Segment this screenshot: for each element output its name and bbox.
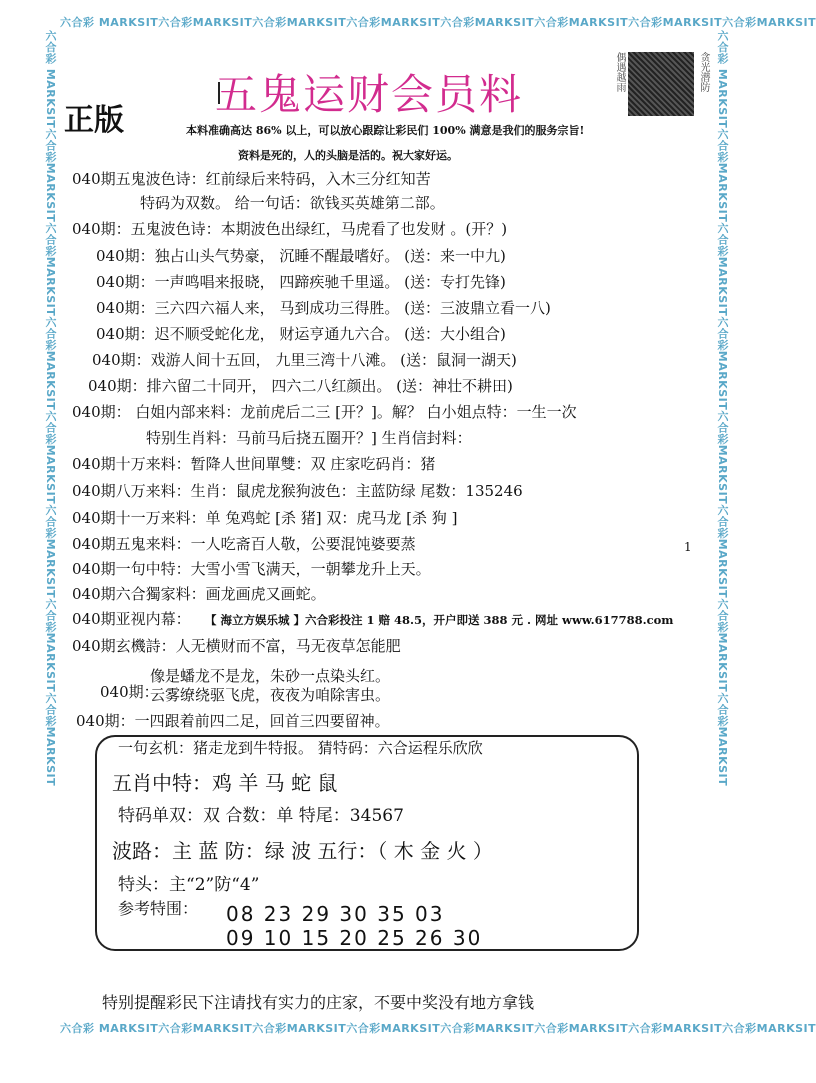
text-line: 040期： 白姐内部来料：龙前虎后二三 [开？]。解？ 白小姐点特：一生一次 (72, 403, 577, 421)
text-line: 040期亚视内幕： (72, 610, 191, 628)
poem-line: 040期：迟不顺受蛇化龙， 财运亨通九六合。 (送：大小组合) (96, 325, 506, 343)
head-number-line: 特头：主“2”防“4” (118, 875, 260, 895)
hint-line: 一句玄机：猪走龙到牛特报。 猜特码：六合运程乐欣欣 (118, 739, 483, 757)
poem-line: 040期：三六四六福人来， 马到成功三得胜。 (送：三波鼎立看一八) (96, 299, 551, 317)
footer-warning: 特别提醒彩民下注请找有实力的庄家，不要中奖没有地方拿钱 (102, 993, 535, 1012)
text-line: 040期一句中特：大雪小雪飞满天，一朝攀龙升上天。 (72, 560, 431, 578)
reference-numbers-row1: 08 23 29 30 35 03 (226, 902, 445, 926)
poem-line: 040期：戏游人间十五回， 九里三湾十八滩。 (送：鼠洞一湖天) (92, 351, 517, 369)
watermark-right: 六合彩 MARKSIT六合彩MARKSIT六合彩MARKSIT六合彩MARKSIT六合彩MARKSIT六合彩MARKSIT六合彩MARKSIT六合彩MARKSIT (716, 30, 729, 787)
authentic-badge: 正版 (64, 103, 124, 138)
qr-left-caption: 偶遇越雨 (614, 52, 625, 92)
poem-line: 040期：独占山头气势豪， 沉睡不醒最嗜好。 (送：来一中九) (96, 247, 506, 265)
text-line: 040期八万来料：生肖：鼠虎龙猴狗波色：主蓝防绿 尾数：135246 (72, 482, 523, 500)
watermark-left: 六合彩 MARKSIT六合彩MARKSIT六合彩MARKSIT六合彩MARKSIT六合彩MARKSIT六合彩MARKSIT六合彩MARKSIT六合彩MARKSIT (44, 30, 57, 787)
wave-line: 波路：主 蓝 防：绿 波 五行：（ 木 金 火 ） (112, 839, 493, 863)
text-line: 特别生肖料：马前马后挠五圈开？] 生肖信封料： (146, 429, 472, 447)
reference-label: 参考特围： (118, 899, 199, 918)
page-title: 五鬼运财会员料 (215, 70, 524, 119)
poem-line: 像是蟠龙不是龙，朱砂一点染头红。 (150, 667, 391, 685)
slogan-accuracy: 本料准确高达 86% 以上，可以放心跟踪让彩民们 100% 满意是我们的服务宗旨! (186, 124, 585, 137)
poem-line: 云雾缭绕驱飞虎，夜夜为咱除害虫。 (150, 686, 391, 704)
stray-mark: 1 (684, 540, 692, 554)
casino-ad-line: 【 海立方娱乐城 】六合彩投注 1 赔 48.5，开户即送 388 元 . 网址 www.617788.com (205, 613, 674, 627)
text-line: 040期玄機詩：人无横财而不富，马无夜草怎能肥 (72, 637, 401, 655)
poem-line: 040期：一声鸣唱来报晓， 四蹄疾驰千里遥。 (送：专打先锋) (96, 273, 506, 291)
watermark-bottom: 六合彩 MARKSIT六合彩MARKSIT六合彩MARKSIT六合彩MARKSIT六合彩MARKSIT六合彩MARKSIT六合彩MARKSIT六合彩MARKSIT (60, 1022, 816, 1035)
text-line: 040期五鬼波色诗：红前绿后来特码，入木三分红知苦 (72, 170, 431, 188)
text-line: 特码为双数。 给一句话：欲钱买英雄第二部。 (140, 194, 445, 212)
text-line: 040期：一四跟着前四二足，回首三四要留神。 (76, 712, 390, 730)
text-line: 040期六合獨家料：画龙画虎又画蛇。 (72, 585, 326, 603)
qr-right-caption: 贪光潜防 (698, 52, 709, 92)
qr-code-block (612, 52, 710, 116)
text-line: 040期十万来料：暂降人世间單雙：双 庄家吃码肖：猪 (72, 455, 436, 473)
qr-code-icon (628, 52, 694, 116)
text-line: 040期十一万来料：单 兔鸡蛇 [杀 猪] 双：虎马龙 [杀 狗 ] (72, 509, 458, 527)
poem-line: 040期：排六留二十同开， 四六二八红颜出。 (送：神壮不耕田) (88, 377, 513, 395)
watermark-top: 六合彩 MARKSIT六合彩MARKSIT六合彩MARKSIT六合彩MARKSIT六合彩MARKSIT六合彩MARKSIT六合彩MARKSIT六合彩MARKSIT (60, 16, 816, 29)
reference-numbers-row2: 09 10 15 20 25 26 30 (226, 926, 483, 950)
period-label: 040期： (100, 683, 159, 701)
odd-even-line: 特码单双：双 合数：单 特尾：34567 (118, 806, 404, 826)
text-line: 040期：五鬼波色诗：本期波色出绿红，马虎看了也发财 。(开？) (72, 220, 508, 238)
slogan-luck: 资料是死的，人的头脑是活的。祝大家好运。 (238, 149, 458, 162)
five-zodiac-line: 五肖中特：鸡 羊 马 蛇 鼠 (112, 771, 338, 795)
text-line: 040期五鬼来料：一人吃斋百人敬，公要混饨婆要蒸 (72, 535, 416, 553)
